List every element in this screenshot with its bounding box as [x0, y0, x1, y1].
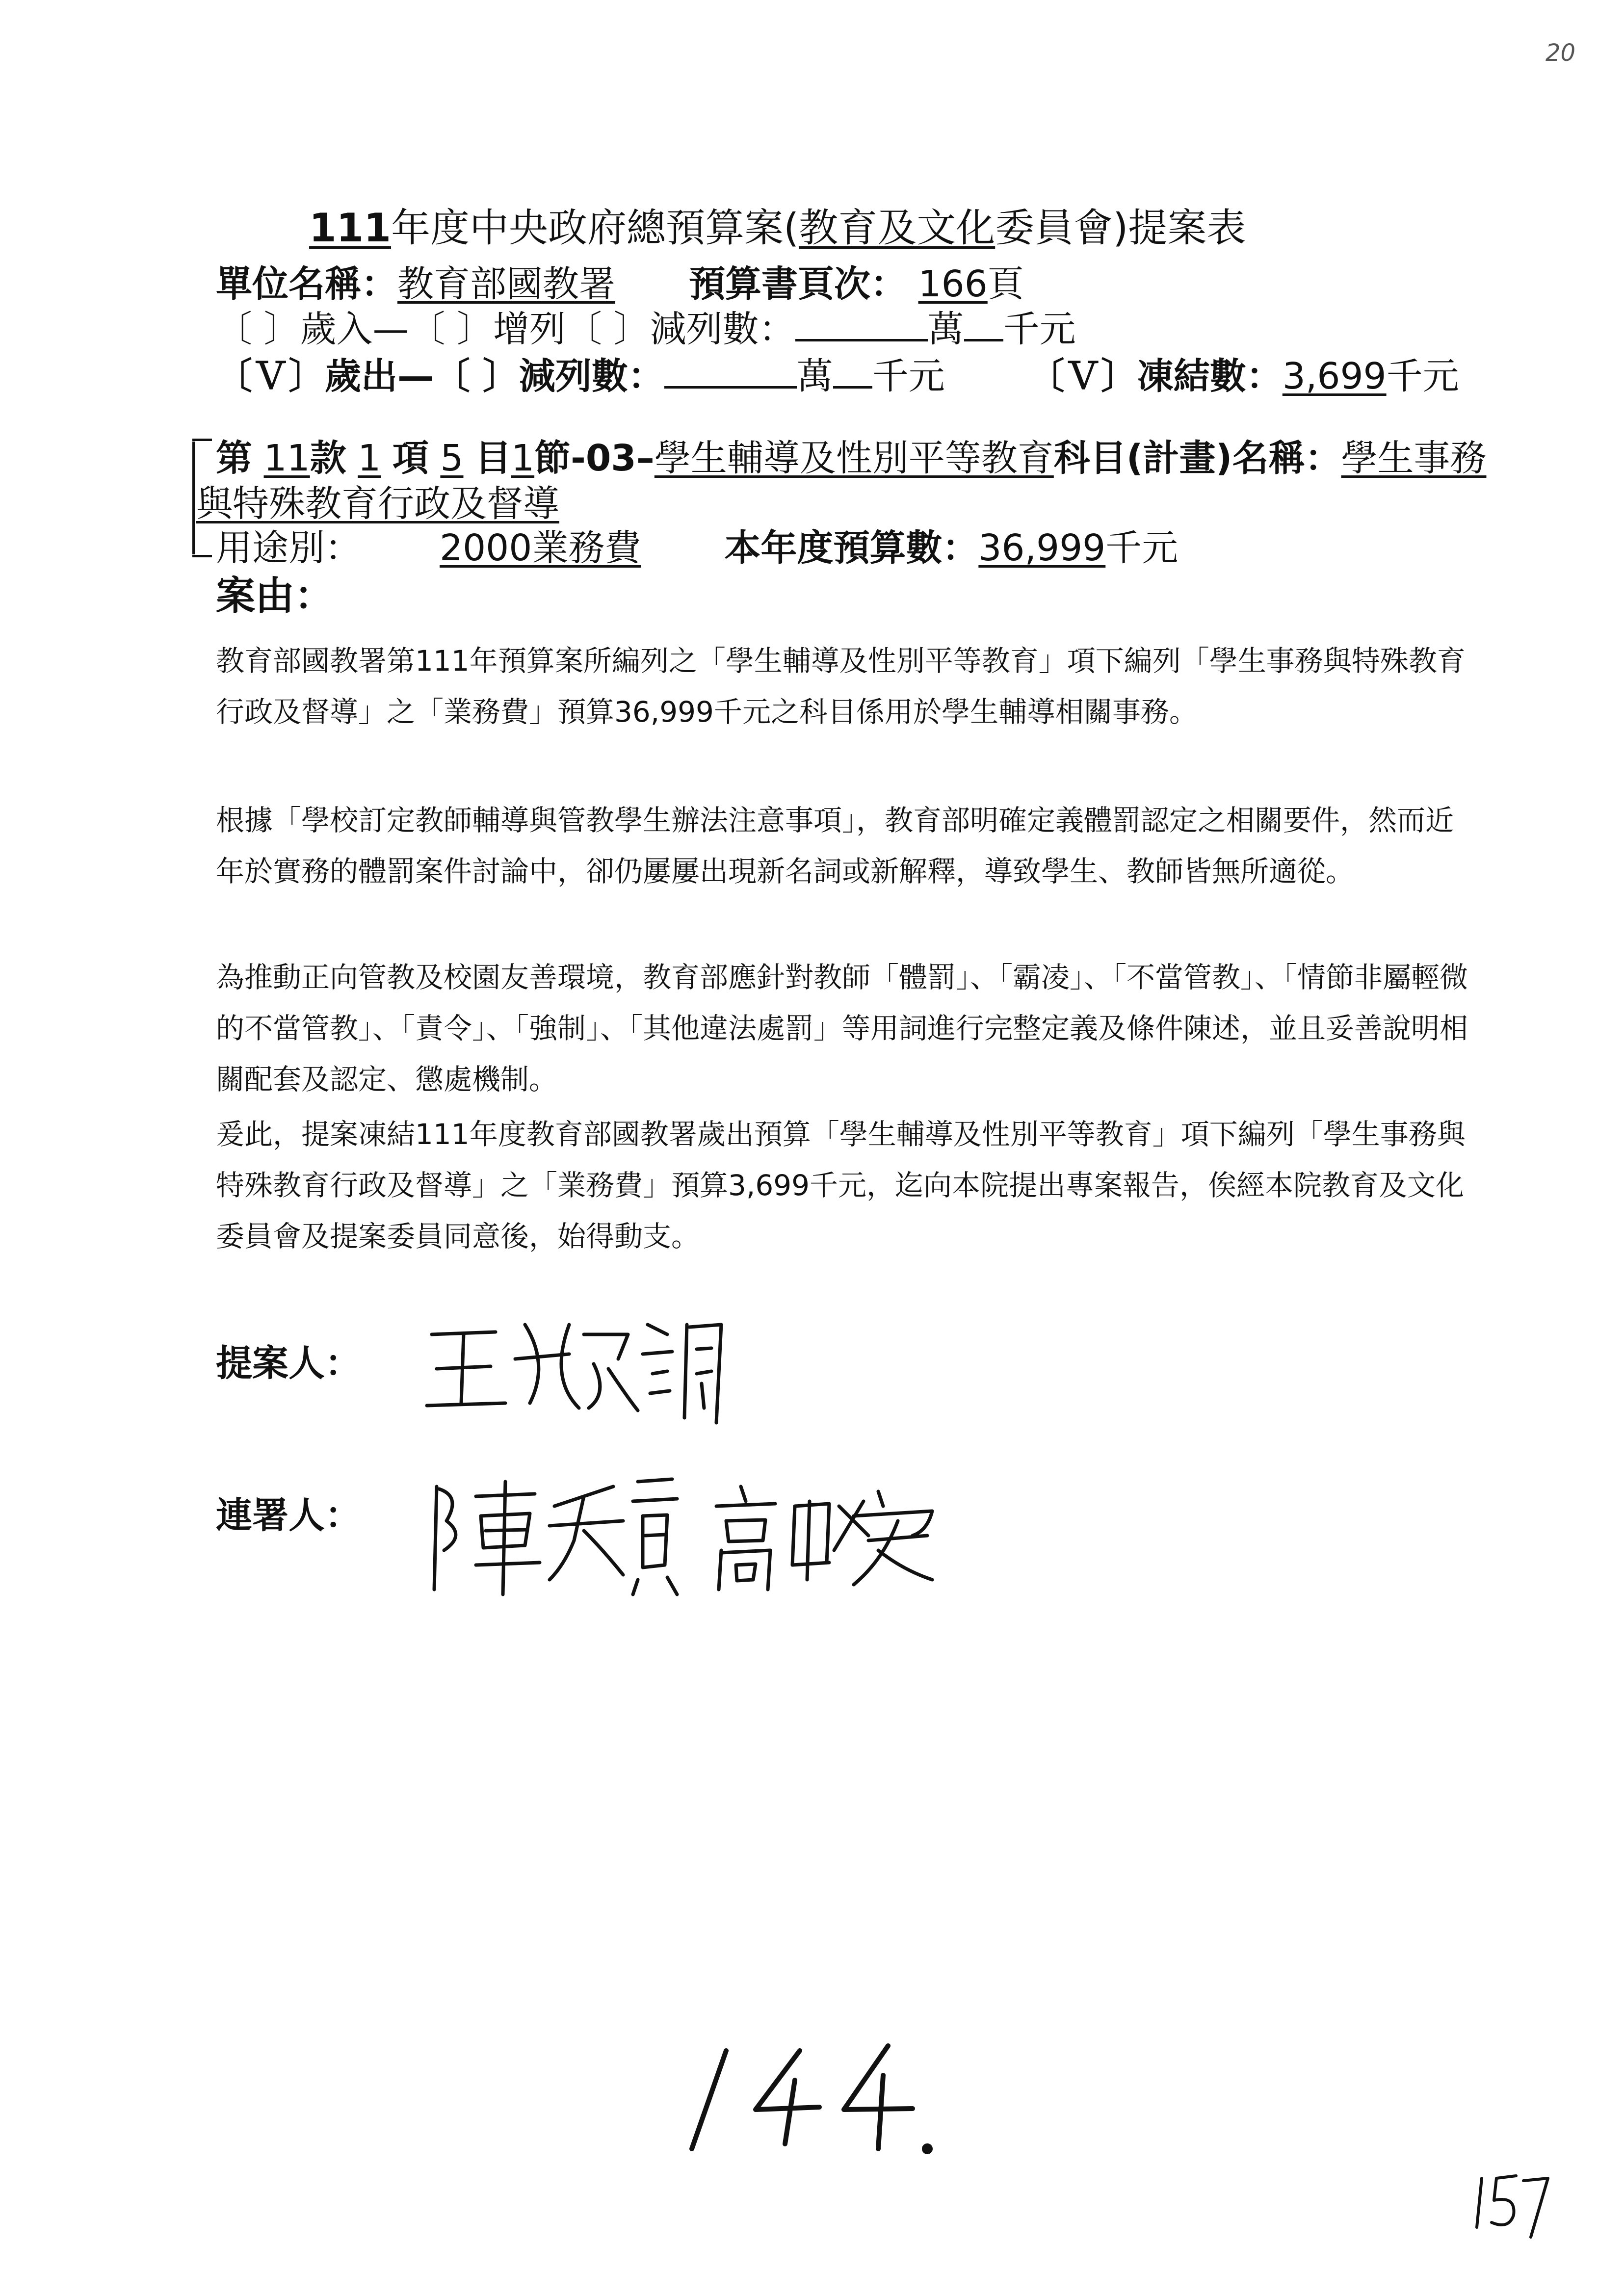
reason-paragraph: 爰此，提案凍結111年度教育部國教署歲出預算「學生輔導及性別平等教育」項下編列「學生事務與特殊教育行政及督導」之「業務費」預算3,699千元，迄向本院提出專案報告，俟經本院教育及文化委員會及提案委員同意後，始得動支。 — [216, 1118, 1466, 1253]
expense-row — [216, 347, 1459, 399]
page-ref-value: 166 — [918, 263, 988, 305]
revenue-wan: 萬 — [927, 308, 964, 350]
freeze-value: 3,699 — [1282, 355, 1387, 397]
unit-value: 教育部國教署 — [397, 263, 615, 305]
title-committee: 教育及文化 — [799, 205, 995, 251]
proposer-label: 提案人： — [216, 1342, 361, 1384]
item-jie: 1 — [511, 437, 535, 479]
freeze-label: 〔Ｖ〕凍結數： — [1028, 355, 1283, 397]
item-mu-label: 目 — [475, 437, 512, 479]
reason-paragraph: 為推動正向管教及校園友善環境，教育部應針對教師「體罰」、「霸凌」、「不當管教」、「情節非屬輕微的不當管教」、「責令」、「強制」、「其他違法處罰」等用詞進行完整定義及條件陳述，並且妥善說明相關配套及認定、懲處機制。 — [216, 961, 1468, 1096]
title-year: 111 — [309, 205, 391, 251]
revenue-blank-wan — [795, 303, 928, 341]
title-part2: 委員會)提案表 — [995, 205, 1246, 251]
item-row — [216, 429, 1486, 481]
handwritten-number-144 — [672, 2036, 947, 2164]
proposer-signature — [422, 1305, 741, 1433]
item-kuan: 11 — [263, 437, 310, 479]
reason-label: 案由： — [216, 573, 334, 619]
unit-label: 單位名稱： — [216, 263, 397, 305]
budget-unit: 千元 — [1105, 527, 1179, 569]
item-jie-label: 節-03– — [534, 437, 655, 479]
unit-row — [216, 255, 1024, 307]
use-label: 用途別： — [216, 527, 361, 569]
item-subject-name-1: 學生事務 — [1341, 437, 1487, 479]
revenue-text: 〔 〕歲入—〔 〕增列〔 〕減列數： — [216, 308, 795, 350]
item-di: 第 — [216, 437, 252, 479]
cosigner-label: 連署人： — [216, 1494, 361, 1537]
item-xiang: 1 — [358, 437, 381, 479]
title-part1: 年度中央政府總預算案( — [391, 205, 799, 251]
page-ref-suffix: 頁 — [987, 263, 1024, 305]
handwritten-number-157 — [1467, 2164, 1550, 2242]
item-subject-label: 科目(計畫)名稱： — [1053, 437, 1341, 479]
expense-qian: 千元 — [872, 355, 945, 397]
form-title — [309, 196, 1246, 253]
page-ref-label: 預算書頁次： — [689, 263, 907, 305]
expense-text: 〔Ｖ〕歲出—〔 〕減列數： — [216, 355, 664, 397]
expense-wan: 萬 — [796, 355, 833, 397]
revenue-qian: 千元 — [1003, 308, 1076, 350]
item-plan-name: 學生輔導及性別平等教育 — [654, 437, 1054, 479]
page-number: 20 — [1545, 39, 1576, 67]
reason-paragraph: 根據「學校訂定教師輔導與管教學生辦法注意事項」，教育部明確定義體罰認定之相關要件，然而近年於實務的體罰案件討論中，卻仍屢屢出現新名詞或新解釋，導致學生、教師皆無所適從。 — [216, 804, 1454, 888]
use-row — [216, 519, 1178, 571]
freeze-unit: 千元 — [1386, 355, 1459, 397]
item-xiang-label: 項 — [392, 437, 429, 479]
use-value: 2000業務費 — [440, 527, 641, 569]
item-subject-name-2: 與特殊教育行政及督導 — [196, 483, 559, 525]
budget-label: 本年度預算數： — [724, 527, 979, 569]
revenue-row — [216, 300, 1076, 352]
expense-blank-qian — [833, 350, 872, 389]
cosigner-signature — [427, 1467, 682, 1604]
expense-blank-wan — [664, 350, 797, 389]
cosigner-signature — [707, 1477, 942, 1594]
item-mu: 5 — [440, 437, 464, 479]
item-kuan-label: 款 — [310, 437, 346, 479]
revenue-blank-qian — [964, 303, 1003, 341]
budget-value: 36,999 — [978, 527, 1106, 569]
reason-paragraph: 教育部國教署第111年預算案所編列之「學生輔導及性別平等教育」項下編列「學生事務與特殊教育行政及督導」之「業務費」預算36,999千元之科目係用於學生輔導相關事務。 — [216, 644, 1466, 729]
